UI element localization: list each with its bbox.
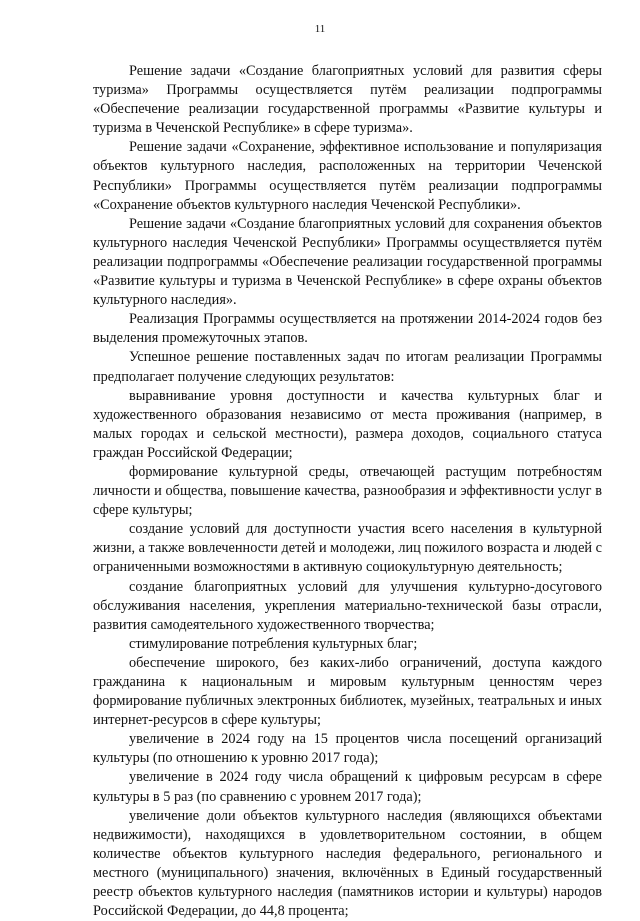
result-item-visits-increase: увеличение в 2024 году на 15 процентов числа посещений организаций культуры (по отношению к уровню 2017 года); [93, 731, 602, 767]
result-item-digital-access: обеспечение широкого, без каких-либо ограничений, доступа каждого гражданина к национальным и мировым культурным ценностям через формирование публичных электронных библиотек, музейных, театральных и иных интернет-ресурсов в сфере культуры; [93, 654, 602, 729]
result-item-consumption: стимулирование потребления культурных благ; [129, 635, 418, 652]
result-item-cultural-environment: формирование культурной среды, отвечающей растущим потребностям личности и общества, повышение качества, разнообразия и эффективности услуг в сфере культуры; [93, 463, 602, 519]
page-number: 11 [314, 23, 326, 35]
paragraph-heritage-popularization-task: Решение задачи «Сохранение, эффективное использование и популяризация объектов культурного наследия, расположенных на территории Чеченской Республики» Программы осуществляется путём реализации подпрограммы «Сохранение объектов культурного наследия Чеченской Республики». [93, 139, 602, 213]
paragraph-program-period: Реализация Программы осуществляется на протяжении 2014-2024 годов без выделения промежуточных этапов. [93, 311, 602, 347]
result-item-participation: создание условий для доступности участия всего населения в культурной жизни, а также вовлеченности детей и молодежи, лиц пожилого возраста и людей с ограниченными возможностями в активную социокультурную деятельность; [93, 521, 602, 576]
document-body [93, 62, 602, 921]
result-item-digital-requests: увеличение в 2024 году числа обращений к цифровым ресурсам в сфере культуры в 5 раз (по сравнению с уровнем 2017 года); [93, 769, 602, 805]
result-item-heritage-condition: увеличение доли объектов культурного наследия (являющихся объектами недвижимости), находящихся в удовлетворительном состоянии, в общем количестве объектов культурного наследия федерального, регионального и местного (муниципального) значения, включённых в Единый государственный реестр объектов культурного наследия (памятников истории и культуры) народов Российской Федерации, до 44,8 процента; [93, 807, 602, 920]
paragraph-heritage-preservation-task: Решение задачи «Создание благоприятных условий для сохранения объектов культурного наследия Чеченской Республики» Программы осуществляется путём реализации подпрограммы «Обеспечение реализации государственной программы «Развитие культуры и туризма в Чеченской Республике» в сфере охраны объектов культурного наследия». [93, 215, 602, 309]
paragraph-expected-results-intro: Успешное решение поставленных задач по итогам реализации Программы предполагает получение следующих результатов: [93, 349, 602, 385]
result-item-access-equalization: выравнивание уровня доступности и качества культурных благ и художественного образования независимо от места проживания (например, в малых городах и сельской местности), размера доходов, социального статуса граждан Российской Федерации; [93, 387, 602, 461]
result-item-leisure-services: создание благоприятных условий для улучшения культурно-досугового обслуживания населения, укрепления материально-технической базы отрасли, развития самодеятельного художественного творчества; [93, 578, 602, 633]
paragraph-tourism-task: Решение задачи «Создание благоприятных условий для развития сферы туризма» Программы осуществляется путём реализации подпрограммы «Обеспечение реализации государственной программы «Развитие культуры и туризма в Чеченской Республике» в сфере туризма». [93, 63, 602, 137]
